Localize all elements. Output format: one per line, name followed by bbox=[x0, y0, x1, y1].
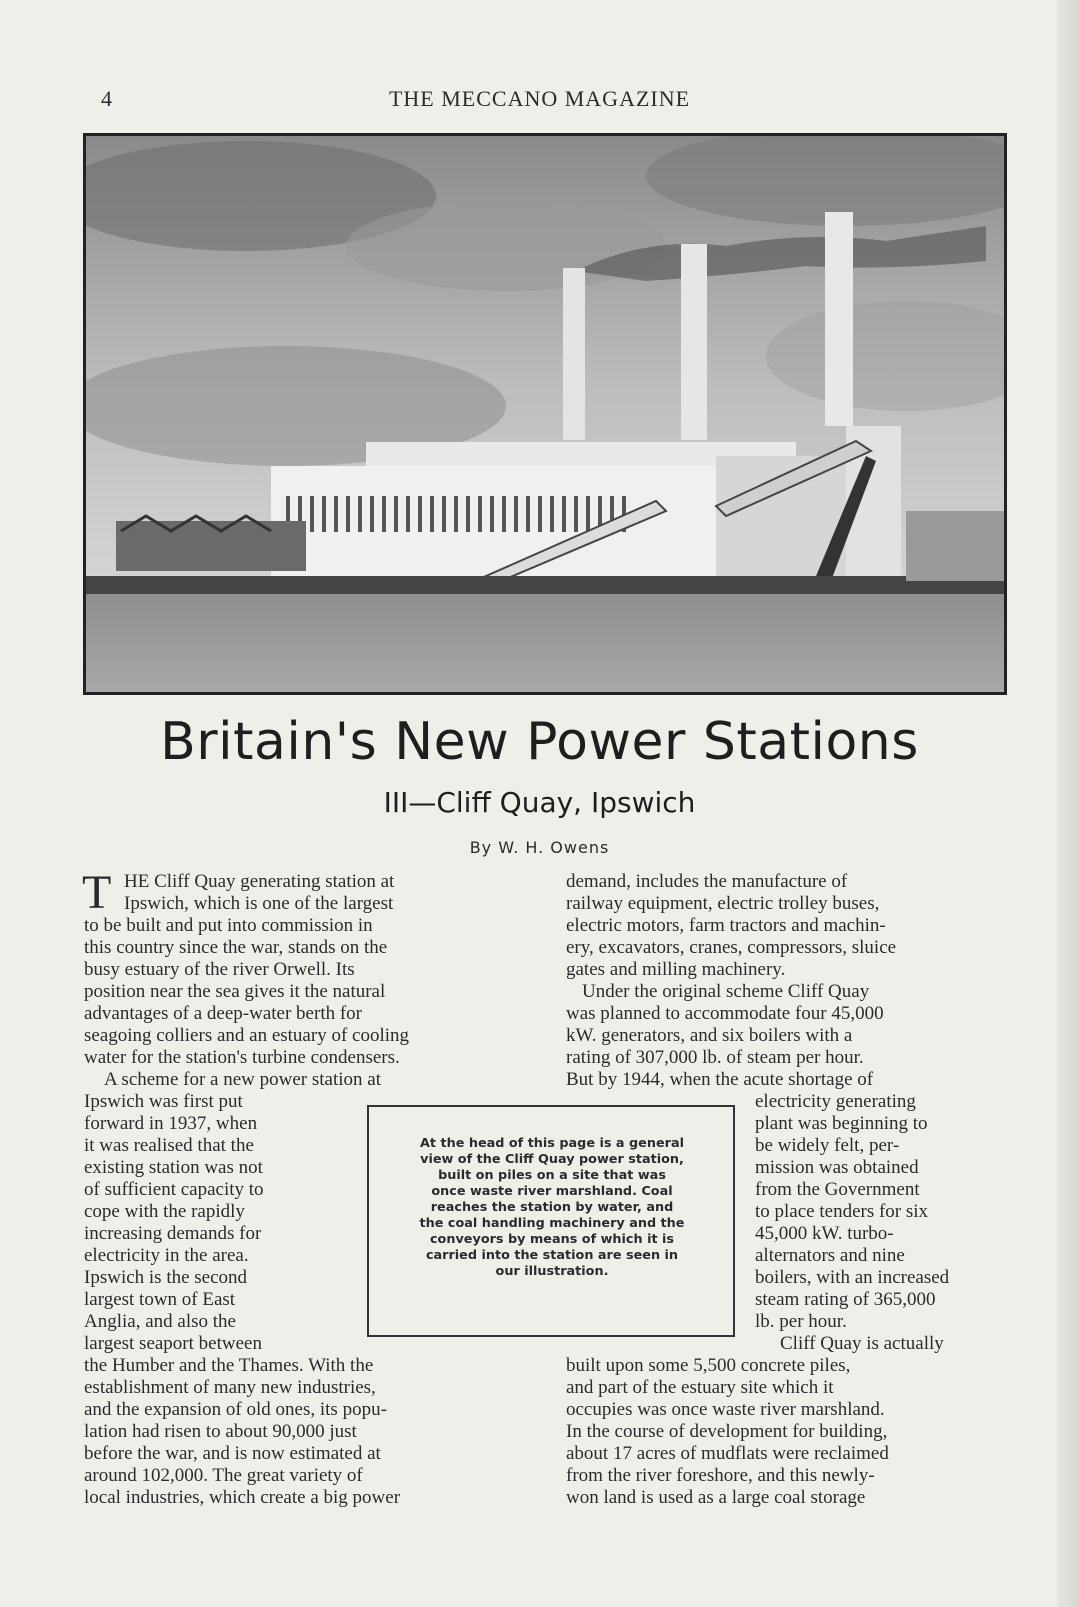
caption-line: reaches the station by water, and bbox=[430, 1200, 674, 1215]
body-line: forward in 1937, when bbox=[84, 1113, 258, 1134]
body-line: establishment of many new industries, bbox=[84, 1377, 376, 1398]
body-line: HE Cliff Quay generating station at bbox=[124, 871, 395, 892]
body-line: before the war, and is now estimated at bbox=[84, 1443, 381, 1464]
body-line: Under the original scheme Cliff Quay bbox=[582, 981, 870, 1002]
body-line: ery, excavators, cranes, compressors, sluice bbox=[566, 937, 897, 958]
body-line: electricity generating bbox=[755, 1091, 916, 1112]
body-line: existing station was not bbox=[84, 1157, 263, 1178]
body-line: electric motors, farm tractors and machin- bbox=[566, 915, 886, 936]
caption-line: the coal handling machinery and the bbox=[419, 1216, 685, 1231]
drop-cap: T bbox=[82, 866, 112, 919]
body-line: busy estuary of the river Orwell. Its bbox=[84, 959, 355, 980]
caption-line: built on piles on a site that was bbox=[438, 1168, 666, 1183]
page-number: 4 bbox=[101, 86, 112, 111]
body-line: won land is used as a large coal storage bbox=[566, 1487, 866, 1508]
body-line: largest seaport between bbox=[84, 1333, 262, 1354]
caption-line: At the head of this page is a general bbox=[420, 1136, 684, 1151]
body-line: about 17 acres of mudflats were reclaimed bbox=[566, 1443, 889, 1464]
body-line: position near the sea gives it the natural bbox=[84, 981, 386, 1002]
body-line: be widely felt, per- bbox=[755, 1135, 900, 1156]
body-line: built upon some 5,500 concrete piles, bbox=[566, 1355, 851, 1376]
body-line: Cliff Quay is actually bbox=[780, 1333, 944, 1354]
body-line: lation had risen to about 90,000 just bbox=[84, 1421, 357, 1442]
body-line: 45,000 kW. turbo- bbox=[755, 1223, 894, 1244]
body-line: demand, includes the manufacture of bbox=[566, 871, 848, 892]
body-line: railway equipment, electric trolley buses, bbox=[566, 893, 880, 914]
body-line: But by 1944, when the acute shortage of bbox=[566, 1069, 874, 1090]
body-line: Ipswich is the second bbox=[84, 1267, 248, 1288]
body-line: and the expansion of old ones, its popu- bbox=[84, 1399, 387, 1420]
body-line: occupies was once waste river marshland. bbox=[566, 1399, 885, 1420]
caption-line: view of the Cliff Quay power station, bbox=[420, 1152, 684, 1167]
body-line: was planned to accommodate four 45,000 bbox=[566, 1003, 884, 1024]
body-line: to be built and put into commission in bbox=[84, 915, 373, 936]
magazine-title: THE MECCANO MAGAZINE bbox=[388, 86, 691, 111]
caption-line: conveyors by means of which it is bbox=[429, 1232, 675, 1247]
caption-line: our illustration. bbox=[495, 1264, 609, 1279]
body-line: from the river foreshore, and this newly- bbox=[566, 1465, 875, 1486]
caption-line: once waste river marshland. Coal bbox=[431, 1184, 673, 1199]
article-subtitle: III—Cliff Quay, Ipswich bbox=[383, 786, 696, 819]
body-line: the Humber and the Thames. With the bbox=[84, 1355, 374, 1376]
body-line: largest town of East bbox=[84, 1289, 236, 1310]
body-line: cope with the rapidly bbox=[84, 1201, 245, 1222]
body-line: to place tenders for six bbox=[755, 1201, 929, 1222]
power-station-photo bbox=[83, 133, 1007, 695]
byline: By W. H. Owens bbox=[469, 838, 610, 857]
body-line: Ipswich, which is one of the largest bbox=[124, 893, 394, 914]
body-line: electricity in the area. bbox=[84, 1245, 249, 1266]
body-line: it was realised that the bbox=[84, 1135, 254, 1156]
body-line: advantages of a deep-water berth for bbox=[84, 1003, 362, 1024]
body-line: seagoing colliers and an estuary of cooling bbox=[84, 1025, 410, 1046]
body-line: Ipswich was first put bbox=[84, 1091, 243, 1112]
body-line: steam rating of 365,000 bbox=[755, 1289, 936, 1310]
body-line: lb. per hour. bbox=[755, 1311, 847, 1332]
body-line: water for the station's turbine condensers. bbox=[84, 1047, 400, 1068]
body-line: plant was beginning to bbox=[755, 1113, 928, 1134]
article-title: Britain's New Power Stations bbox=[160, 712, 919, 772]
body-line: In the course of development for building, bbox=[566, 1421, 888, 1442]
body-line: and part of the estuary site which it bbox=[566, 1377, 834, 1398]
body-line: from the Government bbox=[755, 1179, 920, 1200]
body-line: increasing demands for bbox=[84, 1223, 262, 1244]
body-line: mission was obtained bbox=[755, 1157, 919, 1178]
body-line: Anglia, and also the bbox=[84, 1311, 236, 1332]
power-station-photo-icon bbox=[86, 136, 1004, 692]
caption-line: carried into the station are seen in bbox=[425, 1248, 679, 1263]
body-line: of sufficient capacity to bbox=[84, 1179, 264, 1200]
body-line: kW. generators, and six boilers with a bbox=[566, 1025, 853, 1046]
body-line: A scheme for a new power station at bbox=[104, 1069, 381, 1090]
body-line: gates and milling machinery. bbox=[566, 959, 786, 980]
body-line: this country since the war, stands on the bbox=[84, 937, 388, 958]
body-line: around 102,000. The great variety of bbox=[84, 1465, 363, 1486]
body-line: rating of 307,000 lb. of steam per hour. bbox=[566, 1047, 864, 1068]
body-line: alternators and nine bbox=[755, 1245, 905, 1266]
body-line: local industries, which create a big power bbox=[84, 1487, 401, 1508]
body-line: boilers, with an increased bbox=[755, 1267, 950, 1288]
